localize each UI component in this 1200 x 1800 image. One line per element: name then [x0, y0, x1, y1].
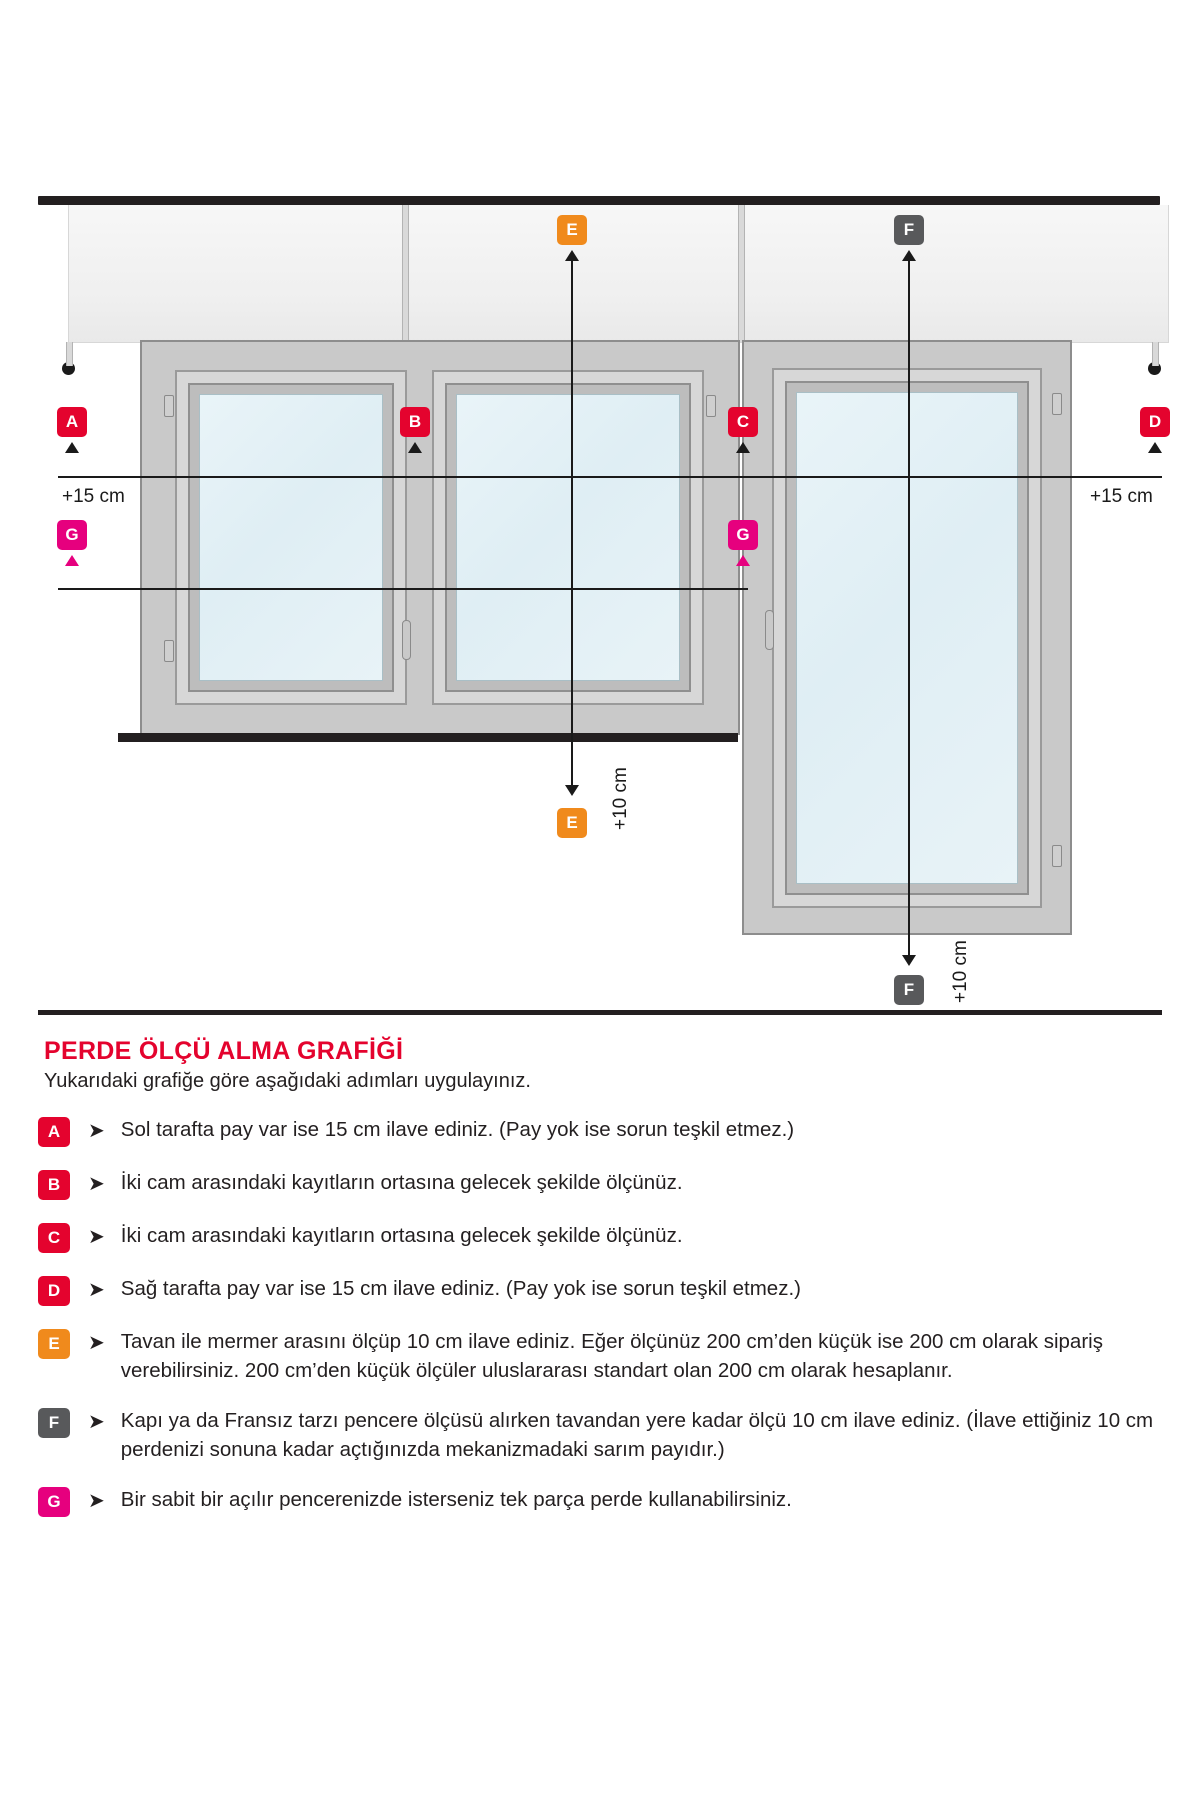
- legend-item-e: [38, 1327, 1162, 1385]
- hinge-right-top: [1052, 393, 1062, 415]
- legend-divider: [38, 1010, 1162, 1015]
- arrow-b: [408, 442, 422, 453]
- valance-surface: [69, 205, 1168, 342]
- marker-g-left: G: [57, 520, 87, 550]
- legend-section: [38, 1010, 1162, 1538]
- marker-a: A: [57, 407, 87, 437]
- legend-text-a: Sol tarafta pay var ise 15 cm ilave ediniz. (Pay yok ise sorun teşkil etmez.): [120, 1118, 795, 1141]
- marker-d: D: [1140, 407, 1170, 437]
- legend-chip-a: A: [38, 1117, 70, 1147]
- window-sill-marble: [118, 733, 738, 742]
- legend-bullet-g: ➤: [88, 1490, 105, 1512]
- marker-b: B: [400, 407, 430, 437]
- legend-chip-b: B: [38, 1170, 70, 1200]
- rod-drop-left: [66, 342, 73, 366]
- window-right-sash: [772, 368, 1042, 908]
- legend-item-c: [38, 1221, 1162, 1253]
- legend-bullet-e: ➤: [88, 1332, 105, 1354]
- legend-text-f: Kapı ya da Fransız tarzı pencere ölçüsü alırken tavandan yere kadar ölçü 10 cm ilave ediniz. (İlave ettiğiniz 10 cm perdenizi sonuna kadar açtığınızda mekanizmadaki sarım payıdır.): [120, 1409, 1154, 1461]
- dim-door-extra: +10 cm: [950, 940, 971, 1003]
- legend-bullet-d: ➤: [88, 1279, 105, 1301]
- legend-text-d: Sağ tarafta pay var ise 15 cm ilave ediniz. (Pay yok ise sorun teşkil etmez.): [120, 1277, 801, 1300]
- sash-inner-1: [188, 383, 394, 692]
- rod-drop-right: [1152, 342, 1159, 366]
- legend-text-b: İki cam arasındaki kayıtların ortasına gelecek şekilde ölçünüz.: [120, 1171, 683, 1194]
- legend-chip-g: G: [38, 1487, 70, 1517]
- legend-item-d: [38, 1274, 1162, 1306]
- glass-pane-1: [199, 394, 383, 681]
- legend-chip-f: F: [38, 1408, 70, 1438]
- legend-item-g: [38, 1485, 1162, 1517]
- glass-pane-2: [456, 394, 680, 681]
- legend-item-a: [38, 1115, 1162, 1147]
- legend-text-g: Bir sabit bir açılır pencerenizde isterseniz tek parça perde kullanabilirsiniz.: [120, 1488, 792, 1511]
- arrow-a: [65, 442, 79, 453]
- window-left-sash-1: [175, 370, 407, 705]
- curtain-rod-left: [402, 205, 409, 342]
- arrow-e-top: [565, 250, 579, 261]
- arrow-g-left: [65, 555, 79, 566]
- arrow-f-bottom: [902, 955, 916, 966]
- arrow-f-top: [902, 250, 916, 261]
- legend-bullet-b: ➤: [88, 1173, 105, 1195]
- curtain-rod-right: [738, 205, 745, 342]
- width-measure-line: [58, 476, 1162, 478]
- legend-chip-e: E: [38, 1329, 70, 1359]
- legend-subtitle: Yukarıdaki grafiğe göre aşağıdaki adımları uygulayınız.: [44, 1070, 531, 1092]
- marker-c: C: [728, 407, 758, 437]
- dim-ceiling-extra: +10 cm: [610, 767, 631, 830]
- handle-right-window: [765, 610, 774, 650]
- hinge-left-bottom: [164, 640, 174, 662]
- dim-left-margin: +15 cm: [62, 486, 125, 507]
- window-left-sash-2: [432, 370, 704, 705]
- legend-bullet-a: ➤: [88, 1120, 105, 1142]
- legend-item-f: [38, 1406, 1162, 1464]
- legend-item-b: [38, 1168, 1162, 1200]
- ceiling-rail: [38, 196, 1160, 205]
- height-measure-line-f: [908, 252, 910, 962]
- legend-text-c: İki cam arasındaki kayıtların ortasına gelecek şekilde ölçünüz.: [120, 1224, 683, 1247]
- arrow-g-right: [736, 555, 750, 566]
- arrow-e-bottom: [565, 785, 579, 796]
- legend-text-e: Tavan ile mermer arasını ölçüp 10 cm ilave ediniz. Eğer ölçünüz 200 cm’den küçük ise 200 cm olarak sipariş verebilirsiniz. 200 cm’den küçük ölçüler uluslararası standart olan 200 cm olarak hesaplanır.: [120, 1330, 1103, 1382]
- glass-pane-3: [796, 392, 1018, 884]
- arrow-d: [1148, 442, 1162, 453]
- g-measure-line: [58, 588, 748, 590]
- legend-bullet-f: ➤: [88, 1411, 105, 1433]
- sash-inner-3: [785, 381, 1029, 895]
- marker-g-right: G: [728, 520, 758, 550]
- height-measure-line-e: [571, 252, 573, 792]
- legend-title: PERDE ÖLÇÜ ALMA GRAFİĞİ: [44, 1037, 404, 1065]
- curtain-valance: [68, 205, 1169, 343]
- hinge-right-bottom: [1052, 845, 1062, 867]
- dim-right-margin: +15 cm: [1090, 486, 1153, 507]
- hinge-left-top: [164, 395, 174, 417]
- arrow-c: [736, 442, 750, 453]
- marker-e-bottom: E: [557, 808, 587, 838]
- legend-chip-d: D: [38, 1276, 70, 1306]
- sash-inner-2: [445, 383, 691, 692]
- marker-f-top: F: [894, 215, 924, 245]
- hinge-mid-top: [706, 395, 716, 417]
- handle-left-window: [402, 620, 411, 660]
- legend-chip-c: C: [38, 1223, 70, 1253]
- marker-e-top: E: [557, 215, 587, 245]
- legend-bullet-c: ➤: [88, 1226, 105, 1248]
- marker-f-bottom: F: [894, 975, 924, 1005]
